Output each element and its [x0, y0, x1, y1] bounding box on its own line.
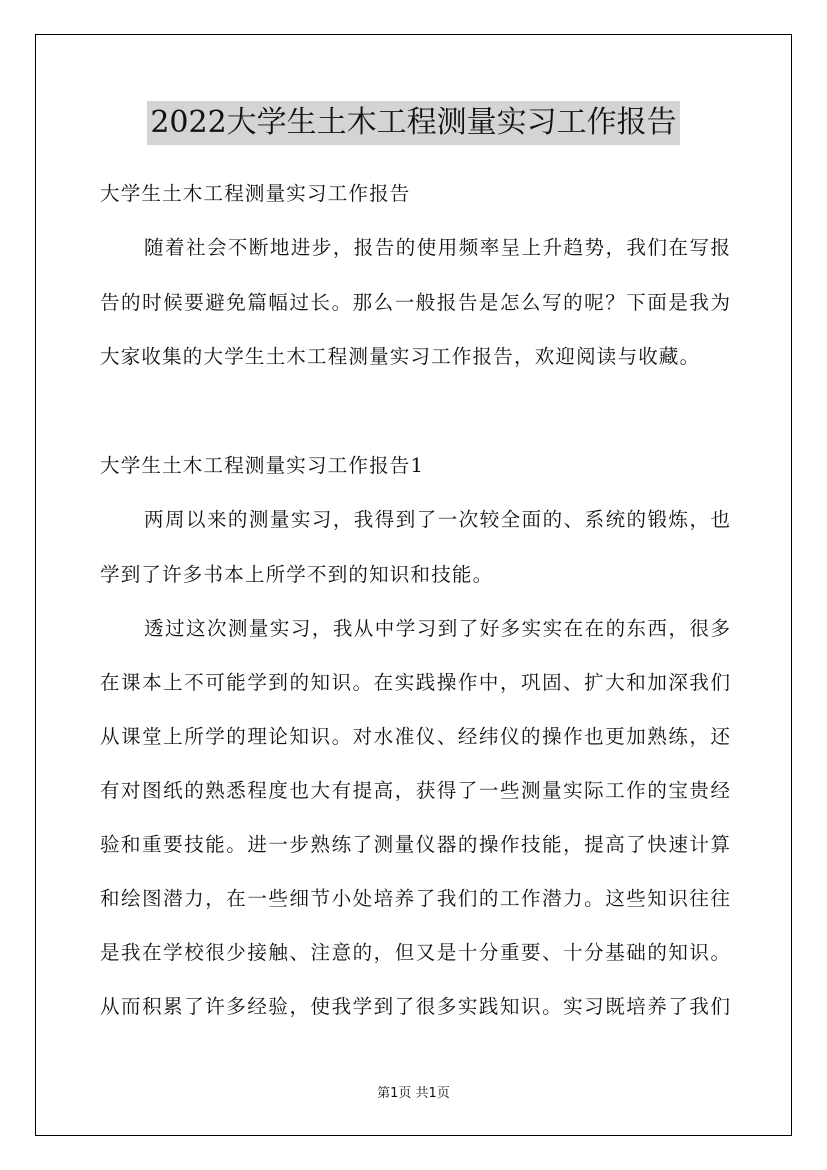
paragraph2-line-4: 有对图纸的熟悉程度也大有提高，获得了一些测量实际工作的宝贵经: [100, 779, 730, 802]
document-title: 2022大学生土木工程测量实习工作报告: [147, 101, 679, 145]
paragraph2-line-2: 在课本上不可能学到的知识。在实践操作中，巩固、扩大和加深我们: [100, 671, 730, 694]
paragraph2-line-8: 从而积累了许多经验，使我学到了很多实践知识。实习既培养了我们: [100, 995, 730, 1018]
paragraph2-line-5: 验和重要技能。进一步熟练了测量仪器的操作技能，提高了快速计算: [100, 833, 730, 856]
paragraph1-line-1: 两周以来的测量实习，我得到了一次较全面的、系统的锻炼，也: [144, 508, 730, 531]
paragraph2-line-7: 是我在学校很少接触、注意的，但又是十分重要、十分基础的知识。: [100, 941, 730, 964]
document-subtitle: 大学生土木工程测量实习工作报告: [100, 182, 411, 205]
paragraph2-line-3: 从课堂上所学的理论知识。对水准仪、经纬仪的操作也更加熟练，还: [100, 725, 730, 748]
section-heading: 大学生土木工程测量实习工作报告1: [100, 454, 425, 477]
document-title-row: [0, 101, 827, 145]
intro-line-3: 大家收集的大学生土木工程测量实习工作报告，欢迎阅读与收藏。: [100, 345, 701, 368]
paragraph2-line-6: 和绘图潜力，在一些细节小处培养了我们的工作潜力。这些知识往往: [100, 887, 730, 910]
paragraph2-line-1: 透过这次测量实习，我从中学习到了好多实实在在的东西，很多: [144, 617, 730, 640]
intro-line-1: 随着社会不断地进步，报告的使用频率呈上升趋势，我们在写报: [144, 236, 730, 259]
page-footer: 第1页 共1页: [377, 1086, 450, 1101]
paragraph1-line-2: 学到了许多书本上所学不到的知识和技能。: [100, 563, 494, 586]
intro-line-2: 告的时候要避免篇幅过长。那么一般报告是怎么写的呢？下面是我为: [100, 291, 730, 314]
